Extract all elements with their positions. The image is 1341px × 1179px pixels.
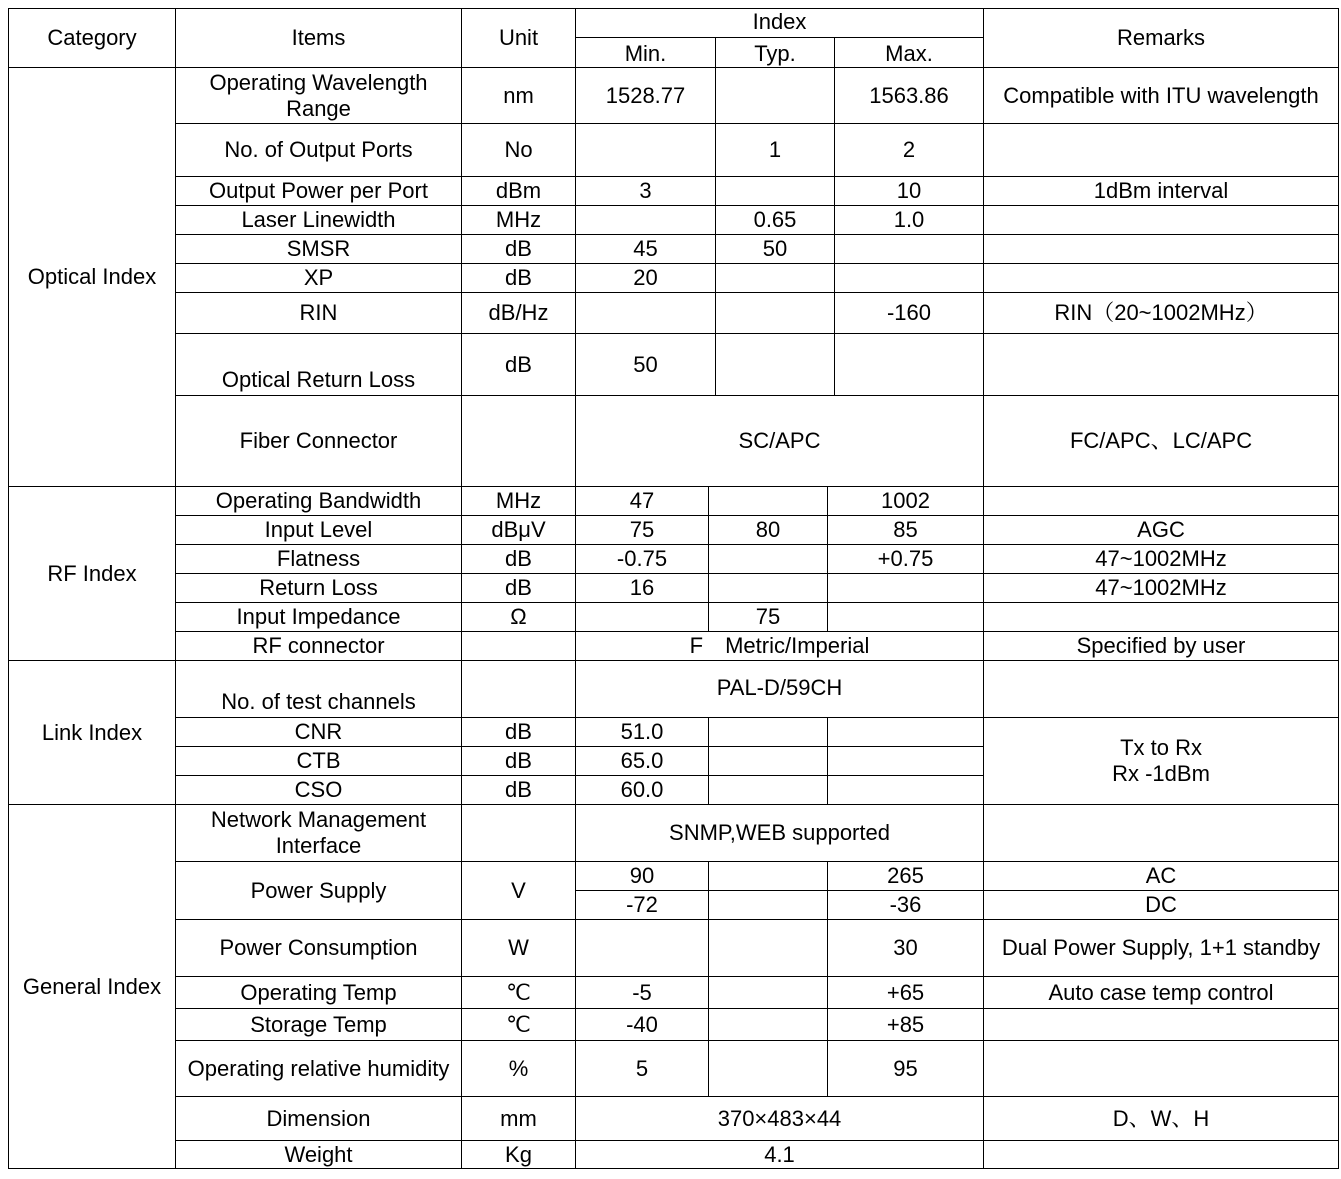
unit-cell: dB/Hz bbox=[462, 293, 576, 334]
max-cell bbox=[828, 718, 984, 747]
category-rf: RF Index bbox=[9, 487, 176, 661]
max-cell: 2 bbox=[835, 124, 984, 177]
max-cell: 95 bbox=[828, 1041, 984, 1097]
category-general: General Index bbox=[9, 805, 176, 1169]
max-cell bbox=[835, 334, 984, 396]
table-row bbox=[9, 334, 1339, 396]
max-cell: +65 bbox=[828, 977, 984, 1009]
max-cell: 85 bbox=[828, 516, 984, 545]
unit-cell: Kg bbox=[462, 1141, 576, 1169]
item-cell: Output Power per Port bbox=[176, 177, 462, 206]
table-row bbox=[9, 862, 1339, 891]
unit-cell bbox=[462, 661, 576, 718]
max-cell: +0.75 bbox=[828, 545, 984, 574]
min-cell: 1528.77 bbox=[576, 68, 716, 124]
remarks-cell: Compatible with ITU wavelength bbox=[984, 68, 1339, 124]
typ-cell: 75 bbox=[709, 603, 828, 632]
typ-cell bbox=[716, 334, 835, 396]
remarks-cell: 47~1002MHz bbox=[984, 545, 1339, 574]
item-cell: Dimension bbox=[176, 1097, 462, 1141]
unit-cell: ℃ bbox=[462, 1009, 576, 1041]
table-row bbox=[9, 516, 1339, 545]
min-cell bbox=[576, 603, 709, 632]
item-cell: Weight bbox=[176, 1141, 462, 1169]
header-index: Index bbox=[576, 9, 984, 38]
unit-cell: No bbox=[462, 124, 576, 177]
remarks-cell bbox=[984, 1141, 1339, 1169]
max-cell: 10 bbox=[835, 177, 984, 206]
header-max: Max. bbox=[835, 38, 984, 68]
value-cell: 370×483×44 bbox=[576, 1097, 984, 1141]
table-row bbox=[9, 68, 1339, 124]
min-cell: -0.75 bbox=[576, 545, 709, 574]
table-row bbox=[9, 1041, 1339, 1097]
unit-cell: ℃ bbox=[462, 977, 576, 1009]
typ-cell: 0.65 bbox=[716, 206, 835, 235]
table-row bbox=[9, 977, 1339, 1009]
remarks-cell bbox=[984, 1009, 1339, 1041]
item-cell: Optical Return Loss bbox=[176, 334, 462, 396]
unit-cell: MHz bbox=[462, 206, 576, 235]
remarks-cell bbox=[984, 124, 1339, 177]
remarks-cell bbox=[984, 603, 1339, 632]
item-cell: No. of test channels bbox=[176, 661, 462, 718]
min-cell: 16 bbox=[576, 574, 709, 603]
max-cell: 1002 bbox=[828, 487, 984, 516]
typ-cell: 80 bbox=[709, 516, 828, 545]
remarks-cell bbox=[984, 661, 1339, 718]
value-cell: SNMP,WEB supported bbox=[576, 805, 984, 862]
item-cell: Operating Wavelength Range bbox=[176, 68, 462, 124]
min-cell: 75 bbox=[576, 516, 709, 545]
unit-cell: dB bbox=[462, 574, 576, 603]
max-cell: +85 bbox=[828, 1009, 984, 1041]
header-items: Items bbox=[176, 9, 462, 68]
value-cell: PAL-D/59CH bbox=[576, 661, 984, 718]
table-row bbox=[9, 805, 1339, 862]
item-cell: Laser Linewidth bbox=[176, 206, 462, 235]
typ-cell bbox=[709, 891, 828, 920]
item-cell: Operating Bandwidth bbox=[176, 487, 462, 516]
table-row bbox=[9, 235, 1339, 264]
item-cell: Fiber Connector bbox=[176, 396, 462, 487]
unit-cell: dB bbox=[462, 235, 576, 264]
item-cell: RIN bbox=[176, 293, 462, 334]
table-row bbox=[9, 661, 1339, 718]
max-cell: 1563.86 bbox=[835, 68, 984, 124]
min-cell: 20 bbox=[576, 264, 716, 293]
max-cell bbox=[828, 574, 984, 603]
unit-cell: mm bbox=[462, 1097, 576, 1141]
table-row bbox=[9, 396, 1339, 441]
min-cell: 90 bbox=[576, 862, 709, 891]
max-cell: 30 bbox=[828, 920, 984, 977]
min-cell: 45 bbox=[576, 235, 716, 264]
max-cell bbox=[835, 235, 984, 264]
remarks-cell: D、W、H bbox=[984, 1097, 1339, 1141]
item-cell: RF connector bbox=[176, 632, 462, 661]
item-cell: Operating relative humidity bbox=[176, 1041, 462, 1097]
remarks-line: Tx to Rx bbox=[1120, 735, 1202, 760]
min-cell: -72 bbox=[576, 891, 709, 920]
remarks-cell: FC/APC、LC/APC bbox=[984, 396, 1339, 487]
item-cell: CSO bbox=[176, 776, 462, 805]
unit-cell: nm bbox=[462, 68, 576, 124]
remarks-cell bbox=[984, 206, 1339, 235]
typ-cell bbox=[709, 747, 828, 776]
typ-cell bbox=[709, 1041, 828, 1097]
max-cell bbox=[828, 776, 984, 805]
item-cell: CTB bbox=[176, 747, 462, 776]
table-row bbox=[9, 1097, 1339, 1141]
max-cell: -36 bbox=[828, 891, 984, 920]
typ-cell: 50 bbox=[716, 235, 835, 264]
table-row bbox=[9, 264, 1339, 293]
min-cell: 5 bbox=[576, 1041, 709, 1097]
item-cell: CNR bbox=[176, 718, 462, 747]
header-min: Min. bbox=[576, 38, 716, 68]
typ-cell bbox=[709, 718, 828, 747]
remarks-cell bbox=[984, 264, 1339, 293]
table-row bbox=[9, 487, 1339, 516]
item-cell: Power Consumption bbox=[176, 920, 462, 977]
typ-cell bbox=[716, 264, 835, 293]
typ-cell bbox=[709, 545, 828, 574]
item-cell: Network Management Interface bbox=[176, 805, 462, 862]
max-cell: 1.0 bbox=[835, 206, 984, 235]
min-cell: 65.0 bbox=[576, 747, 709, 776]
remarks-cell bbox=[984, 805, 1339, 862]
min-cell bbox=[576, 920, 709, 977]
typ-cell bbox=[716, 177, 835, 206]
category-optical: Optical Index bbox=[9, 68, 176, 487]
typ-cell bbox=[709, 920, 828, 977]
unit-cell: dB bbox=[462, 718, 576, 747]
table-row bbox=[9, 177, 1339, 206]
remarks-cell bbox=[984, 334, 1339, 396]
typ-cell bbox=[709, 487, 828, 516]
min-cell bbox=[576, 124, 716, 177]
category-link: Link Index bbox=[9, 661, 176, 805]
remarks-cell bbox=[984, 1041, 1339, 1097]
unit-cell: MHz bbox=[462, 487, 576, 516]
typ-cell bbox=[709, 776, 828, 805]
unit-cell: dB bbox=[462, 545, 576, 574]
value-cell: 4.1 bbox=[576, 1141, 984, 1169]
item-cell: No. of Output Ports bbox=[176, 124, 462, 177]
unit-cell: dB bbox=[462, 776, 576, 805]
remarks-cell bbox=[984, 235, 1339, 264]
item-cell: Operating Temp bbox=[176, 977, 462, 1009]
unit-cell bbox=[462, 396, 576, 487]
min-cell: -5 bbox=[576, 977, 709, 1009]
unit-cell: dBμV bbox=[462, 516, 576, 545]
item-cell: Power Supply bbox=[176, 862, 462, 920]
unit-cell: V bbox=[462, 862, 576, 920]
header-typ: Typ. bbox=[716, 38, 835, 68]
typ-cell bbox=[716, 293, 835, 334]
typ-cell bbox=[709, 1009, 828, 1041]
table-row bbox=[9, 293, 1339, 334]
max-cell: 265 bbox=[828, 862, 984, 891]
remarks-cell: 47~1002MHz bbox=[984, 574, 1339, 603]
remarks-cell: Specified by user bbox=[984, 632, 1339, 661]
table-row bbox=[9, 632, 1339, 661]
header-unit: Unit bbox=[462, 9, 576, 68]
table-row bbox=[9, 1009, 1339, 1041]
typ-cell bbox=[709, 574, 828, 603]
item-cell: Input Impedance bbox=[176, 603, 462, 632]
typ-cell bbox=[709, 862, 828, 891]
min-cell: 60.0 bbox=[576, 776, 709, 805]
item-cell: Flatness bbox=[176, 545, 462, 574]
typ-cell bbox=[716, 68, 835, 124]
value-cell: F Metric/Imperial bbox=[576, 632, 984, 661]
item-cell: XP bbox=[176, 264, 462, 293]
item-cell: SMSR bbox=[176, 235, 462, 264]
value-cell: SC/APC bbox=[576, 396, 984, 487]
min-cell bbox=[576, 293, 716, 334]
unit-cell: % bbox=[462, 1041, 576, 1097]
table-row bbox=[9, 574, 1339, 603]
min-cell: 51.0 bbox=[576, 718, 709, 747]
max-cell bbox=[835, 264, 984, 293]
table-row bbox=[9, 124, 1339, 177]
min-cell: 50 bbox=[576, 334, 716, 396]
remarks-cell bbox=[984, 487, 1339, 516]
table-row bbox=[9, 1141, 1339, 1169]
remarks-cell bbox=[984, 718, 1339, 805]
typ-cell bbox=[709, 977, 828, 1009]
table-row bbox=[9, 603, 1339, 632]
unit-cell bbox=[462, 805, 576, 862]
unit-cell: W bbox=[462, 920, 576, 977]
unit-cell: dB bbox=[462, 264, 576, 293]
specification-table bbox=[8, 8, 1339, 1169]
unit-cell bbox=[462, 632, 576, 661]
item-cell: Input Level bbox=[176, 516, 462, 545]
max-cell: -160 bbox=[835, 293, 984, 334]
remarks-cell: Auto case temp control bbox=[984, 977, 1339, 1009]
table-row bbox=[9, 545, 1339, 574]
remarks-cell: AC bbox=[984, 862, 1339, 891]
typ-cell: 1 bbox=[716, 124, 835, 177]
header-row bbox=[9, 9, 1339, 38]
table-row bbox=[9, 206, 1339, 235]
remarks-cell: AGC bbox=[984, 516, 1339, 545]
table-row bbox=[9, 920, 1339, 977]
max-cell bbox=[828, 747, 984, 776]
remarks-cell: RIN（20~1002MHz） bbox=[984, 293, 1339, 334]
item-cell: Return Loss bbox=[176, 574, 462, 603]
remarks-cell: Dual Power Supply, 1+1 standby bbox=[984, 920, 1339, 977]
min-cell: 47 bbox=[576, 487, 709, 516]
remarks-cell: DC bbox=[984, 891, 1339, 920]
header-remarks: Remarks bbox=[984, 9, 1339, 68]
unit-cell: Ω bbox=[462, 603, 576, 632]
min-cell: 3 bbox=[576, 177, 716, 206]
max-cell bbox=[828, 603, 984, 632]
unit-cell: dB bbox=[462, 334, 576, 396]
min-cell bbox=[576, 206, 716, 235]
min-cell: -40 bbox=[576, 1009, 709, 1041]
remarks-cell: 1dBm interval bbox=[984, 177, 1339, 206]
unit-cell: dB bbox=[462, 747, 576, 776]
header-category: Category bbox=[9, 9, 176, 68]
remarks-line: Rx -1dBm bbox=[1112, 761, 1210, 786]
unit-cell: dBm bbox=[462, 177, 576, 206]
table-row bbox=[9, 718, 1339, 747]
item-cell: Storage Temp bbox=[176, 1009, 462, 1041]
